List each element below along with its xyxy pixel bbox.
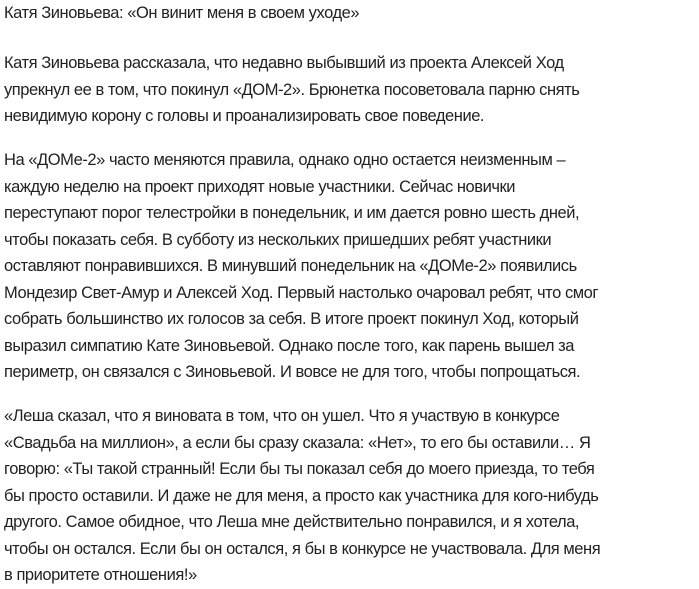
paragraph-line: собрать большинство их голосов за себя. В итоге проект покинул Ход, который — [4, 310, 579, 328]
paragraph-line: оставляют понравившихся. В минувший понедельник на «ДОМе-2» появились — [4, 257, 577, 275]
paragraph-line: в приоритете отношения!» — [4, 566, 197, 584]
paragraph-line: чтобы он остался. Если бы он остался, я бы в конкурсе не участвовала. Для меня — [4, 539, 601, 558]
paragraph-line: переступают порог телестройки в понедельник, и им дается ровно шесть дней, — [4, 204, 580, 222]
article-body — [4, 50, 699, 589]
paragraph-line: выразил симпатию Кате Зиновьевой. Однако после того, как парень вышел за — [4, 336, 575, 355]
paragraph-line: упрекнул ее в том, что покинул «ДОМ-2». Брюнетка посоветовала парню снять — [4, 80, 580, 99]
paragraph-line: «Леша сказал, что я виновата в том, что он ушел. Что я участвую в конкурсе — [4, 407, 560, 425]
paragraph-line: Катя Зиновьева рассказала, что недавно выбывший из проекта Алексей Ход — [4, 54, 564, 72]
paragraph-line: бы просто оставили. И даже не для меня, а просто как участника для кого-нибудь — [4, 486, 599, 505]
paragraph-line: чтобы показать себя. В субботу из нескольких пришедших ребят участники — [4, 230, 552, 249]
paragraph-line: На «ДОМе-2» часто меняются правила, однако одно остается неизменным – — [4, 151, 566, 169]
paragraph — [4, 50, 699, 130]
paragraph-line: каждую неделю на проект приходят новые участники. Сейчас новички — [4, 177, 516, 196]
paragraph-line: Мондезир Свет-Амур и Алексей Ход. Первый настолько очаровал ребят, что смог — [4, 283, 598, 302]
paragraph-line: говорю: «Ты такой странный! Если бы ты показал себя до моего приезда, то тебя — [4, 460, 595, 478]
paragraph-line: «Свадьба на миллион», а если бы сразу сказала: «Нет», то его бы оставили… Я — [4, 433, 591, 452]
paragraph — [4, 147, 699, 386]
article-title: Катя Зиновьева: «Он винит меня в своем уходе» — [4, 4, 360, 22]
paragraph-line: невидимую корону с головы и проанализировать свое поведение. — [4, 107, 485, 125]
paragraph — [4, 403, 699, 589]
paragraph-line: другого. Самое обидное, что Леша мне действительно понравился, и я хотела, — [4, 513, 580, 531]
paragraph-line: периметр, он связался с Зиновьевой. И вовсе не для того, чтобы попрощаться. — [4, 363, 581, 381]
